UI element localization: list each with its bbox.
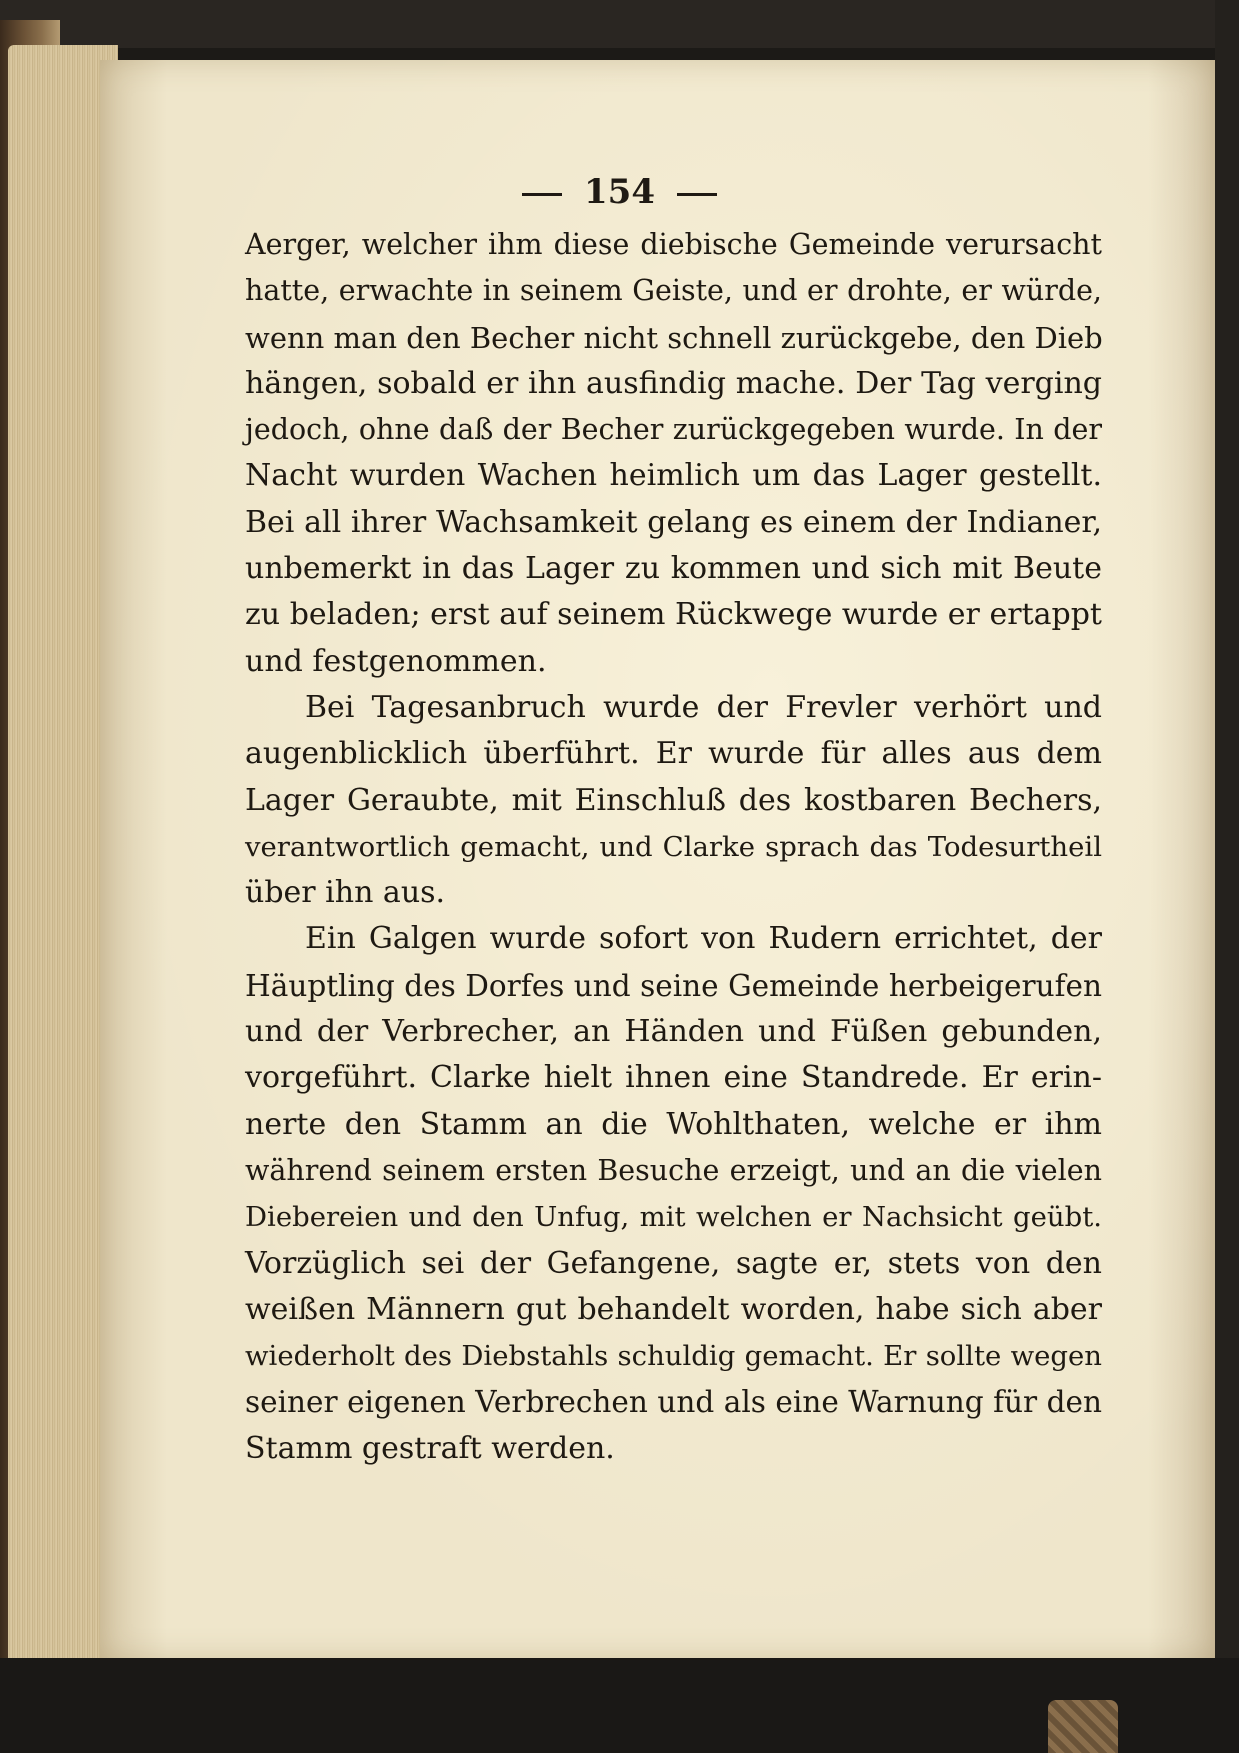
text-line: Diebereien und den Unfug, mit welchen er Nachsicht geübt. xyxy=(245,1201,1102,1234)
text-line: wiederholt des Diebstahls schuldig gemacht. Er sollte wegen xyxy=(245,1340,1102,1373)
text-line: weißen Männern gut behandelt worden, habe sich aber xyxy=(245,1291,1102,1327)
page-number-value: 154 xyxy=(584,172,655,212)
text-line: und festgenommen. xyxy=(245,643,547,679)
text-line: vorgeführt. Clarke hielt ihnen eine Standrede. Er erin- xyxy=(245,1060,1102,1096)
text-line: verantwortlich gemacht, und Clarke sprach das Todesurtheil xyxy=(245,830,1102,863)
scan-background-top xyxy=(0,0,1239,48)
text-line: über ihn aus. xyxy=(245,875,446,911)
text-line: nerte den Stamm an die Wohlthaten, welche er ihm xyxy=(245,1106,1102,1142)
page-number xyxy=(0,172,1239,212)
text-line: augenblicklich überführt. Er wurde für alles aus dem xyxy=(245,736,1102,772)
text-line: wenn man den Becher nicht schnell zurückgebe, den Dieb xyxy=(245,320,1103,355)
text-line: und der Verbrecher, an Händen und Füßen gebunden, xyxy=(245,1014,1102,1050)
text-line: Bei Tagesanbruch wurde der Frevler verhört und xyxy=(305,689,1102,725)
text-line: zu beladen; erst auf seinem Rückwege wurde er ertappt xyxy=(245,597,1102,633)
text-line: während seinem ersten Besuche erzeigt, und an die vielen xyxy=(245,1153,1102,1187)
text-line: Lager Geraubte, mit Einschluß des kostbaren Bechers, xyxy=(245,782,1102,818)
text-line: Häuptling des Dorfes und seine Gemeinde herbeigerufen xyxy=(245,968,1102,1003)
text-line: Ein Galgen wurde sofort von Rudern errichtet, der xyxy=(305,921,1102,957)
text-line: unbemerkt in das Lager zu kommen und sich mit Beute xyxy=(245,551,1102,587)
text-line: seiner eigenen Verbrechen und als eine Warnung für den xyxy=(245,1385,1102,1420)
body-text xyxy=(245,222,1102,1472)
text-line: Nacht wurden Wachen heimlich um das Lager gestellt. xyxy=(245,458,1102,494)
text-line: Vorzüglich sei der Gefangene, sagte er, stets von den xyxy=(245,1245,1102,1281)
page-number-dash-right xyxy=(677,193,717,196)
text-line: Stamm gestraft werden. xyxy=(245,1430,615,1466)
bookmark-ribbon xyxy=(1048,1700,1118,1753)
scan-background-right xyxy=(1215,0,1239,1753)
text-line: Aerger, welcher ihm diese diebische Gemeinde verursacht xyxy=(245,228,1102,261)
text-line: hatte, erwachte in seinem Geiste, und er drohte, er würde, xyxy=(245,274,1102,308)
page-number-dash-left xyxy=(522,193,562,196)
text-line: hängen, sobald er ihn ausfindig mache. Der Tag verging xyxy=(245,365,1102,401)
text-line: Bei all ihrer Wachsamkeit gelang es einem der Indianer, xyxy=(245,504,1102,540)
text-line: jedoch, ohne daß der Becher zurückgegeben wurde. In der xyxy=(245,413,1102,447)
